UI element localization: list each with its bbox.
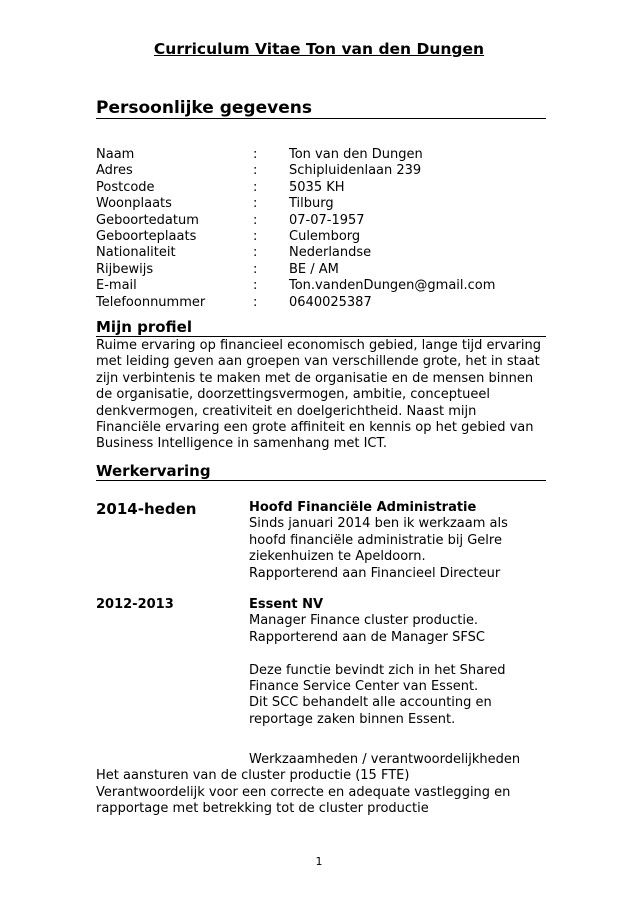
row-label: Adres [96,163,133,179]
responsibilities-list [96,768,548,817]
personal-row-birthplace [96,229,546,245]
row-separator: : [253,147,258,162]
row-value: Ton van den Dungen [289,147,423,162]
personal-row-phone [96,295,546,311]
row-label: Woonplaats [96,196,172,212]
row-label: Nationaliteit [96,245,176,261]
job-title: Hoofd Financiële Administratie [249,500,477,515]
personal-row-postcode [96,180,546,196]
row-separator: : [253,196,258,212]
row-value: Tilburg [289,196,334,212]
personal-row-address [96,163,546,179]
row-separator: : [253,229,258,244]
job-period: 2012-2013 [96,597,174,612]
responsibility-line: rapportage met betrekking tot de cluster productie [96,801,429,817]
profile-text [96,338,548,453]
job-line: hoofd financiële administratie bij Gelre [249,532,502,548]
row-separator: : [253,163,258,179]
row-label: Rijbewijs [96,261,154,277]
page-number: 1 [315,855,323,868]
row-separator: : [253,179,258,195]
row-label: Naam [96,147,135,162]
responsibility-line: Het aansturen van de cluster productie (15 FTE) [96,768,410,784]
job-line: Sinds januari 2014 ben ik werkzaam als [249,516,508,532]
job-line: Rapporterend aan Financieel Directeur [249,565,501,581]
experience-heading: Werkervaring [96,462,546,481]
job-line: Deze functie bevindt zich in het Shared [249,662,506,678]
job-line: Rapporterend aan de Manager SFSC [249,629,485,645]
row-separator: : [253,261,258,277]
row-label: Geboortedatum [96,212,199,228]
job-line: ziekenhuizen te Apeldoorn. [249,549,426,565]
profile-line: Ruime ervaring op financieel economisch gebied, lange tijd ervaring [96,338,541,353]
responsibilities-heading: Werkzaamheden / verantwoordelijkheden [249,752,521,767]
job-entry [249,500,549,582]
row-value: 5035 KH [289,179,345,195]
personal-heading: Persoonlijke gegevens [96,98,546,119]
responsibility-line: Verantwoordelijk voor een correcte en adequate vastlegging en [96,784,511,800]
profile-heading: Mijn profiel [96,318,546,337]
personal-row-license [96,262,546,278]
row-label: Postcode [96,179,155,195]
row-value: Ton.vandenDungen@gmail.com [289,278,496,294]
personal-row-email [96,278,546,294]
row-label: Telefoonnummer [96,294,206,310]
personal-row-name [96,147,546,163]
job-title: Essent NV [249,597,324,612]
row-value: 0640025387 [289,294,372,310]
profile-line: Business Intelligence in samenhang met ICT. [96,436,388,452]
profile-line: de organisatie, doorzettingsvermogen, ambitie, conceptueel [96,387,490,403]
row-value: Schipluidenlaan 239 [289,163,422,179]
job-line: Finance Service Center van Essent. [249,679,479,695]
row-value: 07-07-1957 [289,212,365,228]
job-entry [249,597,549,728]
personal-row-city [96,196,546,212]
row-label: E-mail [96,278,137,294]
row-separator: : [253,294,258,310]
job-period: 2014-heden [96,500,197,518]
profile-line: denkvermogen, creativiteit en doelgerichtheid. Naast mijn [96,403,477,419]
personal-row-nationality [96,245,546,261]
profile-line: zijn verbintenis te maken met de organisatie en de mensen binnen [96,370,534,386]
row-separator: : [253,245,258,261]
row-value: BE / AM [289,261,339,277]
row-separator: : [253,278,258,294]
personal-row-birthdate [96,213,546,229]
job-line: Dit SCC behandelt alle accounting en [249,695,492,711]
profile-line: met leiding geven aan groepen van verschillende grote, het in staat [96,354,540,370]
job-line-blank [249,646,549,662]
document-title: Curriculum Vitae Ton van den Dungen [153,40,485,58]
job-line: reportage zaken binnen Essent. [249,711,456,727]
row-value: Culemborg [289,229,361,244]
row-value: Nederlandse [289,245,372,261]
row-separator: : [253,212,258,228]
job-line: Manager Finance cluster productie. [249,613,479,629]
profile-line: Financiële ervaring een grote affiniteit en kennis op het gebied van [96,420,534,436]
row-label: Geboorteplaats [96,229,197,244]
